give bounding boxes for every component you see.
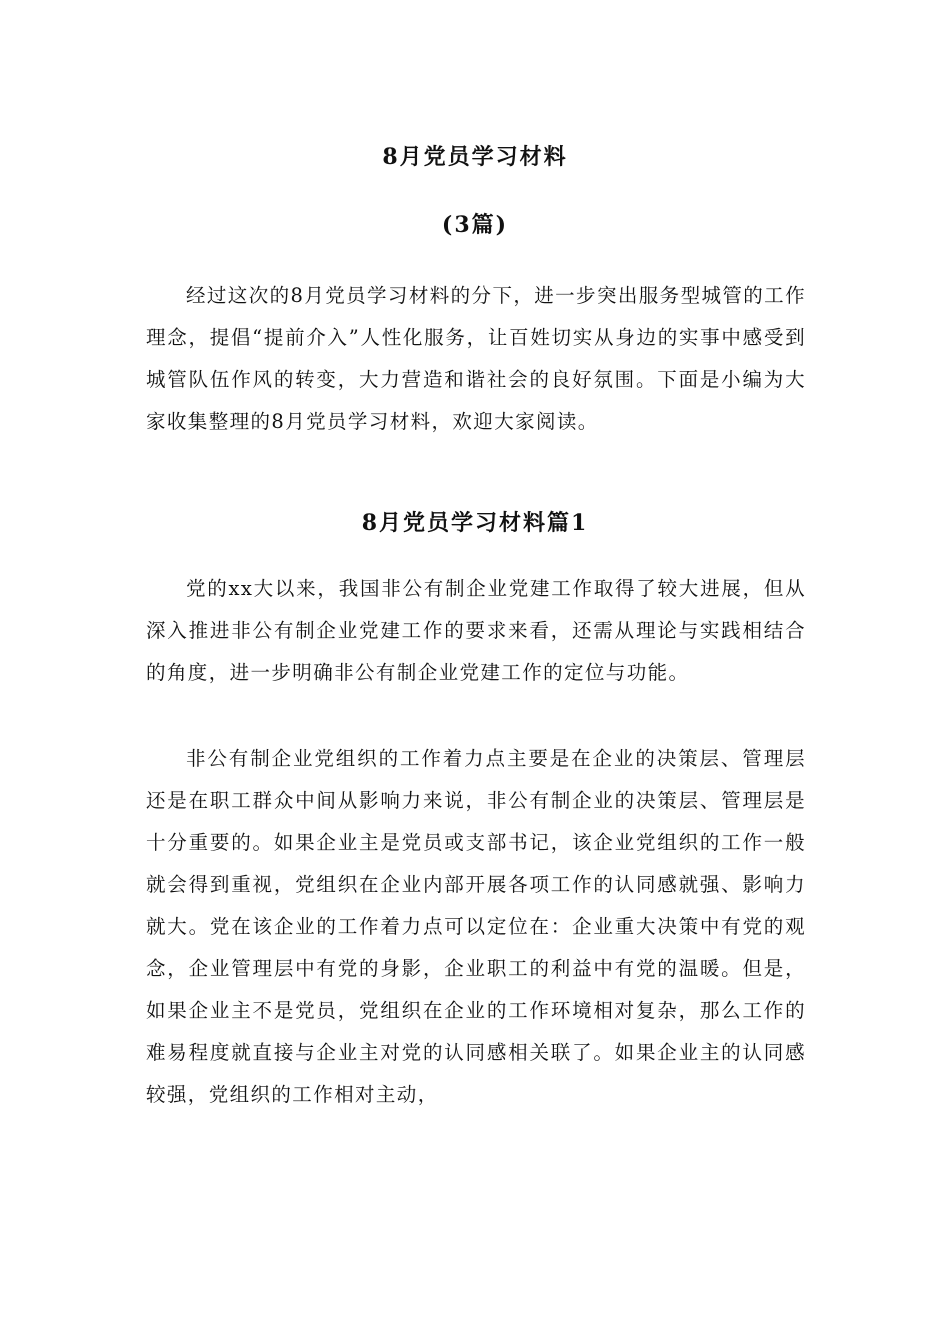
document-subtitle: (3篇) [441, 212, 509, 238]
body-paragraph-2: 非公有制企业党组织的工作着力点主要是在企业的决策层、管理层还是在职工群众中间从影响力来说，非公有制企业的决策层、管理层是十分重要的。如果企业主是党员或支部书记，该企业党组织的工作一般就会得到重视，党组织在企业内部开展各项工作的认同感就强、影响力就大。党在该企业的工作着力点可以定位在：企业重大决策中有党的观念，企业管理层中有党的身影，企业职工的利益中有党的温暖。但是，如果企业主不是党员，党组织在企业的工作环境相对复杂，那么工作的难易程度就直接与企业主对党的认同感相关联了。如果企业主的认同感较强，党组织的工作相对主动， [146, 747, 806, 1106]
body-paragraph-1: 党的xx大以来，我国非公有制企业党建工作取得了较大进展，但从深入推进非公有制企业党建工作的要求来看，还需从理论与实践相结合的角度，进一步明确非公有制企业党建工作的定位与功能。 [146, 577, 806, 684]
intro-paragraph: 经过这次的8月党员学习材料的分下，进一步突出服务型城管的工作理念，提倡“提前介入”人性化服务，让百姓切实从身边的实事中感受到城管队伍作风的转变，大力营造和谐社会的良好氛围。下面是小编为大家收集整理的8月党员学习材料，欢迎大家阅读。 [146, 284, 806, 433]
section-heading: 8月党员学习材料篇1 [361, 510, 589, 536]
document-title: 8月党员学习材料 [382, 144, 568, 170]
